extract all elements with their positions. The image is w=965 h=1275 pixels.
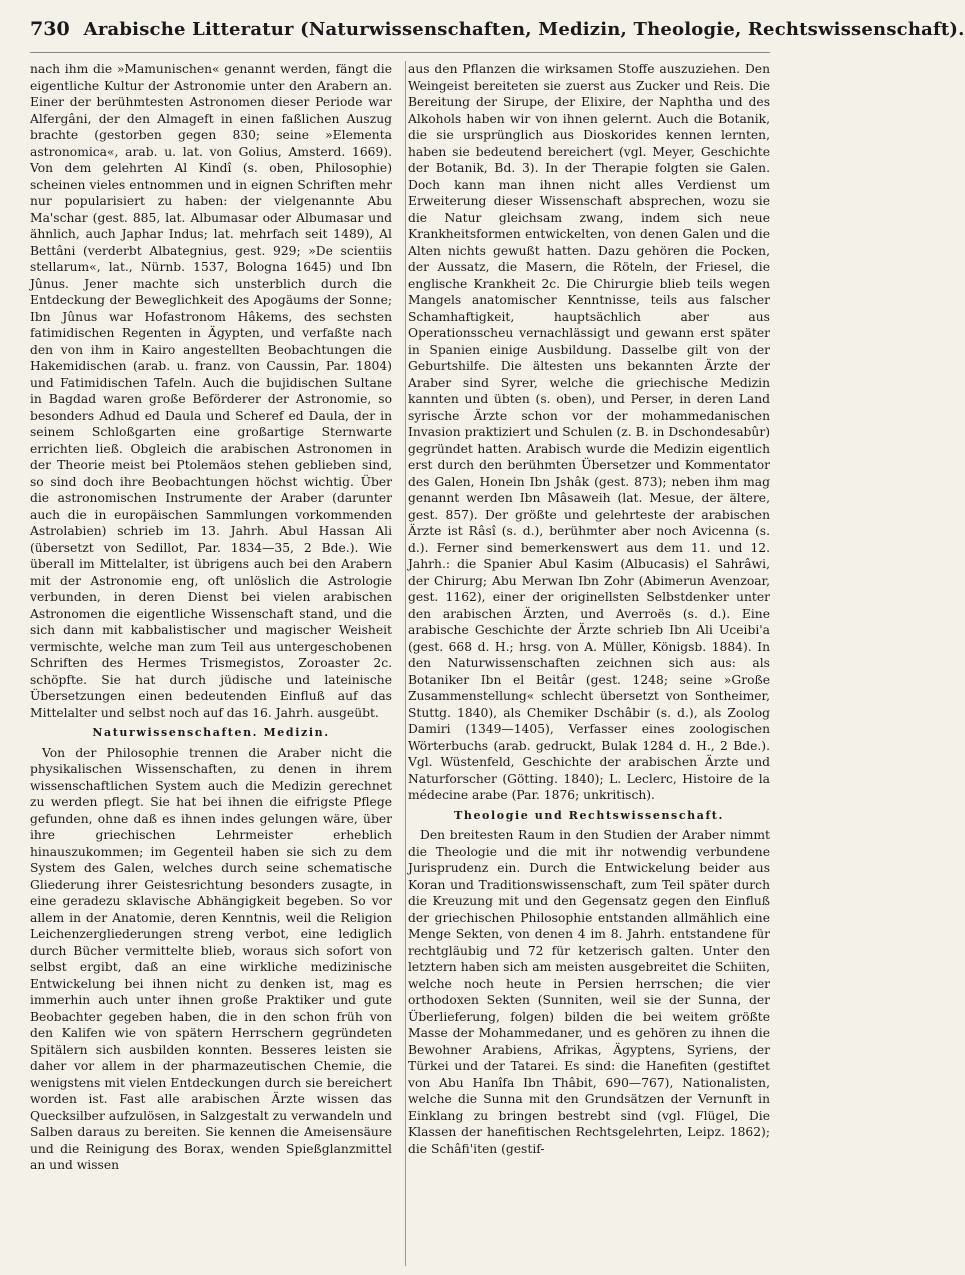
running-head: Arabische Litteratur (Naturwissenschaften, Medizin, Theologie, Rechtswissenschaft). [83,19,965,40]
right-column [408,61,770,1174]
paragraph-theology: Den breitesten Raum in den Studien der Araber nimmt die Theologie und die mit ihr notwendig verbundene Jurisprudenz ein. Durch die Entwickelung beider aus Koran und Traditionswissenschaft, zum Teil später durch die Kreuzung mit und den Gegensatz gegen den Einfluß der griechischen Philosophie entstanden allmählich eine Menge Sekten, von denen 4 im 8. Jahrh. entstandene für rechtgläubig und 72 für ketzerisch galten. Unter den letztern haben sich am meisten ausgebreitet die Schiiten, welche noch heute in Persien herrschen; die vier orthodoxen Sekten (Sunniten, weil sie der Sunna, der Überlieferung, folgen) bilden die bei weitem größte Masse der Mohammedaner, und es gehören zu ihnen die Bewohner Arabiens, Afrikas, Ägyptens, Syriens, der Türkei und der Tatarei. Es sind: die Hanefiten (gestiftet von Abu Hanîfa Ibn Thâbit, 690—767), Nationalisten, welche die Sunna mit den Grundsätzen der Vernunft in Einklang zu bringen bestrebt sind (vgl. Flügel, Die Klassen der hanefitischen Rechtsgelehrten, Leipz. 1862); die Schâfi'iten (gestif- [408,828,770,1156]
page-number: 730 [30,18,70,40]
paragraph-medicine: Von der Philosophie trennen die Araber nicht die physikalischen Wissenschaften, zu denen in ihrem wissenschaftlichen System auch die Medizin gerechnet zu werden pflegt. Sie hat bei ihnen die eifrigste Pflege gefunden, ohne daß es ihnen indes gelungen wäre, über ihre griechischen Lehrmeister erheblich hinauszukommen; im Gegenteil haben sie sich zu dem System des Galen, welches durch seine schematische Gliederung ihrer Geistesrichtung besonders zusagte, in eine geradezu sklavische Abhängigkeit begeben. So vor allem in der Anatomie, deren Kenntnis, weil die Religion Leichenzergliederungen streng verbot, eine lediglich durch Bücher vermittelte blieb, woraus sich sofort von selbst ergibt, daß an eine wirkliche medizinische Entwickelung bei ihnen nicht zu denken ist, mag es immerhin auch unter ihnen große Praktiker und gute Beobachter gegeben haben, die in den schon früh von den Kalifen wie von spätern Herrschern gegründeten Spitälern sich ausbilden konnten. Besseres leisten sie daher vor allem in der pharmazeutischen Chemie, die wenigstens mit vielen Entdeckungen durch sie bereichert worden ist. Fast alle arabischen Ärzte wissen das Quecksilber aufzulösen, in Salzgestalt zu verwandeln und Salben daraus zu bereiten. Sie kennen die Ameisensäure und die Reinigung des Borax, wenden Spießglanzmittel an und wissen [30,745,392,1172]
section-heading-theologie: Theologie und Rechtswissenschaft. [454,808,724,822]
section-heading-naturwissenschaften: Naturwissenschaften. Medizin. [92,726,330,739]
text-columns [30,61,770,1174]
page-header [30,18,965,53]
paragraph-astronomy: nach ihm die »Mamunischen« genannt werden, fängt die eigentliche Kultur der Astronomie unter den Arabern an. Einer der berühmtesten Astronomen dieser Periode war Alfergâni, der den Almageft in einen faßlichen Auszug brachte (gestorben gegen 830; seine »Elementa astronomica«, arab. u. lat. von Golius, Amsterd. 1669). Von dem gelehrten Al Kindî (s. oben, Philosophie) scheinen vieles entnommen und in eignen Schriften mehr nur popularisiert zu haben: der vielgenannte Abu Ma'schar (gest. 885, lat. Albumasar oder Albumasar und ähnlich, auch Japhar Indus; lat. mehrfach seit 1489), Al Bettâni (verderbt Albategnius, gest. 929; »De scientiis stellarum«, lat., Nürnb. 1537, Bologna 1645) und Ibn Jûnus. Jener machte sich unsterblich durch die Entdeckung der Beweglichkeit des Apogäums der Sonne; Ibn Jûnus war Hofastronom Hâkems, des sechsten fatimidischen Regenten in Ägypten, und verfaßte nach den von ihm in Kairo angestellten Beobachtungen die Hakemidischen (arab. u. franz. von Caussin, Par. 1804) und Fatimidischen Tafeln. Auch die bujidischen Sultane in Bagdad waren große Beförderer der Astronomie, so besonders Adhud ed Daula und Scheref ed Daula, der in seinem Schloßgarten eine großartige Sternwarte errichten ließ. Obgleich die arabischen Astronomen in der Theorie meist bei Ptolemäos stehen geblieben sind, so sind doch ihre Beobachtungen höchst wichtig. Über die astronomischen Instrumente der Araber (darunter auch die in europäischen Sammlungen vorkommenden Astrolabien) schrieb im 13. Jahrh. Abul Hassan Ali (übersetzt von Sedillot, Par. 1834—35, 2 Bde.). Wie überall im Mittelalter, ist übrigens auch bei den Arabern mit der Astronomie eng, oft unlöslich die Astrologie verbunden, in deren Dienst bei vielen arabischen Astronomen die eigentliche Wissenschaft stand, und die sich dann mit kabbalistischer und magischer Weisheit vermischte, welche man zum Teil aus untergeschobenen Schriften des Hermes Trismegistos, Zoroaster 2c. schöpfte. Sie hat durch jüdische und lateinische Übersetzungen einen bedeutenden Einfluß auf das Mittelalter und selbst noch auf das 16. Jahrh. ausgeübt. [30,62,392,720]
column-divider [405,61,406,1266]
paragraph-medicine-continued: aus den Pflanzen die wirksamen Stoffe auszuziehen. Den Weingeist bereiteten sie zuerst aus Zucker und Reis. Die Bereitung der Sirupe, der Elixire, der Naphtha und des Alkohols haben wir von ihnen gelernt. Auch die Botanik, die sie ursprünglich aus Dioskorides kennen lernten, haben sie bedeutend bereichert (vgl. Meyer, Geschichte der Botanik, Bd. 3). In der Therapie folgten sie Galen. Doch kann man ihnen nicht alles Verdienst um Erweiterung dieser Wissenschaft absprechen, wozu sie die Natur gleichsam zwang, indem sich neue Krankheitsformen entwickelten, von denen Galen und die Alten nichts gewußt hatten. Dazu gehören die Pocken, der Aussatz, die Masern, die Röteln, der Friesel, die englische Krankheit 2c. Die Chirurgie blieb teils wegen Mangels anatomischer Kenntnisse, teils aus falscher Schamhaftigkeit, hauptsächlich aber aus Operationsscheu vernachlässigt und gewann erst später in Spanien einige Ausbildung. Dasselbe gilt von der Geburtshilfe. Die ältesten uns bekannten Ärzte der Araber sind Syrer, welche die griechische Medizin kannten und übten (s. oben), und Perser, in deren Land syrische Ärzte schon vor der mohammedanischen Invasion praktiziert und Schulen (z. B. in Dschondesabûr) gegründet hatten. Arabisch wurde die Medizin eigentlich erst durch den berühmten Übersetzer und Kommentator des Galen, Honein Ibn Jshâk (gest. 873); neben ihm mag genannt werden Ibn Mâsaweih (lat. Mesue, der ältere, gest. 857). Der größte und gelehrteste der arabischen Ärzte ist Râsî (s. d.), berühmter aber noch Avicenna (s. d.). Ferner sind bemerkenswert aus dem 11. und 12. Jahrh.: die Spanier Abul Kasim (Albucasis) el Sahrâwi, der Chirurg; Abu Merwan Ibn Zohr (Abimerun Avenzoar, gest. 1162), einer der originellsten Selbstdenker unter den arabischen Ärzten, und Averroës (s. d.). Eine arabische Geschichte der Ärzte schrieb Ibn Ali Uceibi'a (gest. 668 d. H.; hrsg. von A. Müller, Königsb. 1884). In den Naturwissenschaften zeichnen sich aus: als Botaniker Ibn el Beitâr (gest. 1248; seine »Große Zusammenstellung« schlecht übersetzt von Sontheimer, Stuttg. 1840), als Chemiker Dschâbir (s. d.), als Zoolog Damiri (1349—1405), Verfasser eines zoologischen Wörterbuchs (arab. gedruckt, Bulak 1284 d. H., 2 Bde.). Vgl. Wüstenfeld, Geschichte der arabischen Ärzte und Naturforscher (Götting. 1840); L. Leclerc, Histoire de la médecine arabe (Par. 1876; unkritisch). [408,62,770,802]
left-column [30,61,392,1174]
